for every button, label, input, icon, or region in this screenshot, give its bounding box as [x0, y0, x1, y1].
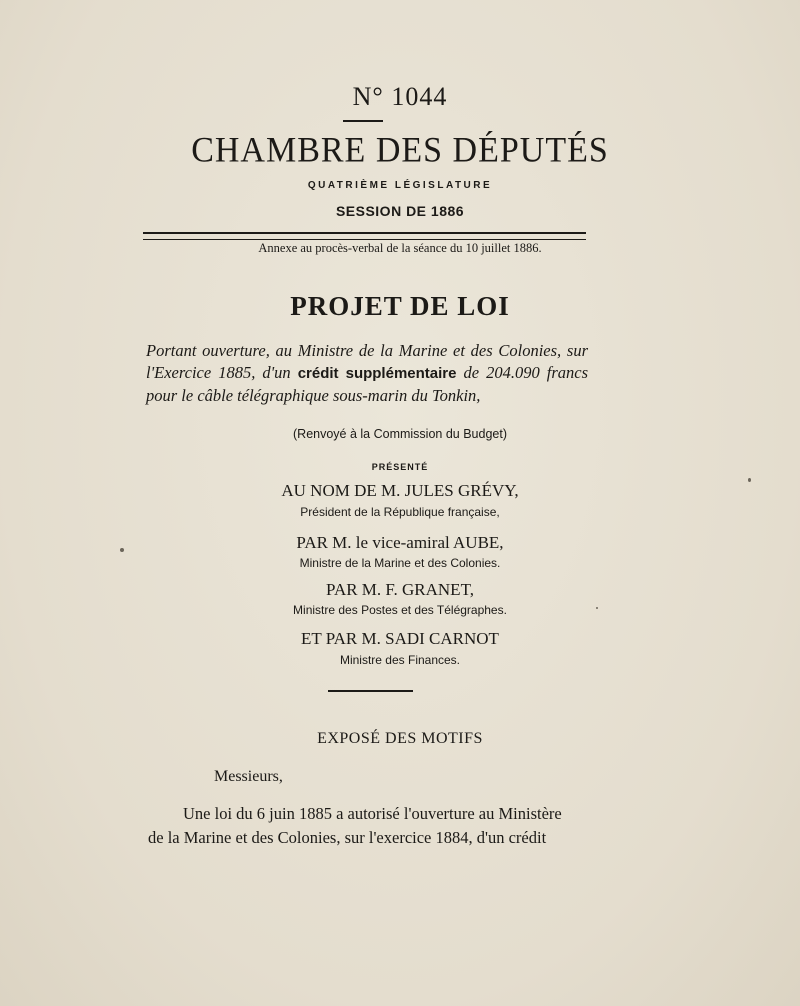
- presenter-role-2: Ministre de la Marine et des Colonies.: [299, 556, 501, 570]
- divider: [328, 690, 413, 692]
- presenter-role-1: Président de la République française,: [300, 505, 500, 519]
- bill-title: PROJET DE LOI: [290, 291, 510, 321]
- session-label: SESSION DE 1886: [335, 203, 465, 219]
- summary-bold: crédit supplémentaire: [297, 365, 457, 382]
- referral-note: (Renvoyé à la Commission du Budget): [293, 427, 507, 441]
- presenter-name-4: ET PAR M. SADI CARNOT: [301, 629, 499, 648]
- annexe-note: Annexe au procès-verbal de la séance du 10 juillet 1886.: [258, 241, 542, 255]
- document-number: N° 1044: [352, 82, 448, 111]
- summary-part-1: Portant ouverture, au Ministre de la Marine et des Colonies, sur l'Exercice 1885, d'un: [146, 341, 588, 382]
- divider: [343, 120, 383, 122]
- legislature-label: QUATRIÈME LÉGISLATURE: [307, 180, 493, 191]
- double-divider: [143, 232, 586, 240]
- presented-label: PRÉSENTÉ: [371, 462, 429, 472]
- expose-heading: EXPOSÉ DES MOTIFS: [317, 730, 483, 747]
- presenter-role-4: Ministre des Finances.: [339, 653, 461, 667]
- paper-speck: [120, 548, 124, 552]
- body-line-1: Une loi du 6 juin 1885 a autorisé l'ouverture au Ministère: [183, 804, 562, 823]
- bill-summary: [146, 340, 588, 407]
- presenter-role-3: Ministre des Postes et des Télégraphes.: [293, 603, 507, 617]
- salutation: Messieurs,: [214, 768, 283, 785]
- presenter-name-3: PAR M. F. GRANET,: [326, 580, 474, 599]
- chamber-heading: CHAMBRE DES DÉPUTÉS: [191, 131, 609, 170]
- paper-speck: [596, 607, 598, 609]
- body-line-2: de la Marine et des Colonies, sur l'exercice 1884, d'un crédit: [148, 828, 547, 847]
- presenter-name-2: PAR M. le vice-amiral AUBE,: [296, 533, 504, 552]
- body-text: [148, 802, 594, 850]
- paper-speck: [748, 478, 751, 482]
- presenter-name-1: AU NOM DE M. JULES GRÉVY,: [281, 481, 519, 500]
- summary-part-2: de 204.090 francs pour le câble télégraphique sous-marin du Tonkin,: [146, 363, 588, 405]
